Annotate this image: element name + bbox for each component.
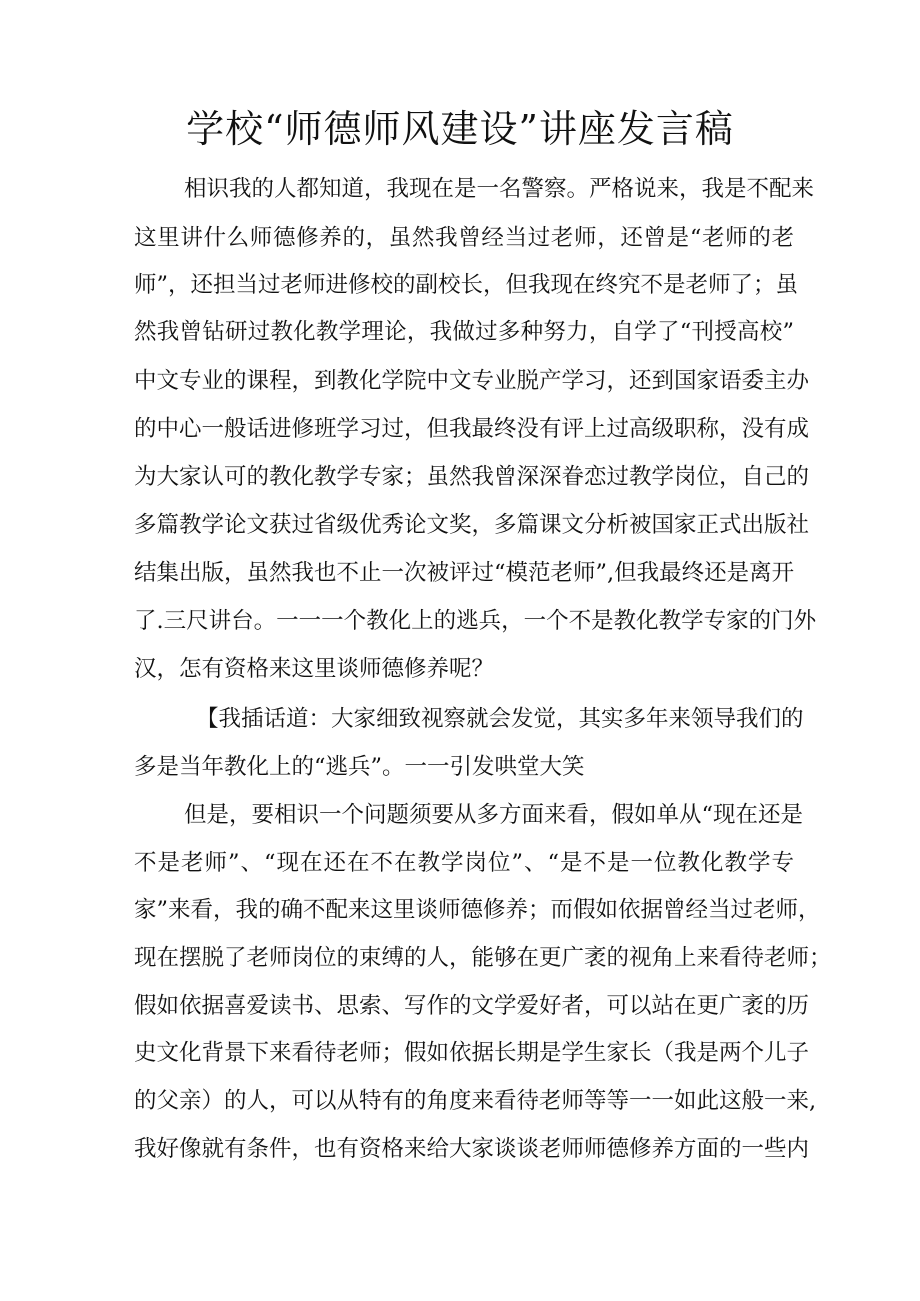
paragraph-3-line-1: 但是，要相识一个问题须要从多方面来看，假如单从“现在还是: [184, 802, 804, 828]
paragraph-3-line-7: 的父亲）的人，可以从特有的角度来看待老师等等一一如此这般一来,: [134, 1088, 817, 1114]
paragraph-1-line-1: 相识我的人都知道，我现在是一名警察。严格说来，我是不配来: [184, 176, 815, 202]
paragraph-2-line-2: 多是当年教化上的“逃兵”。一一引发哄堂大笑: [134, 754, 585, 780]
paragraph-3-line-8: 我好像就有条件，也有资格来给大家谈谈老师师德修养方面的一些内: [134, 1136, 810, 1162]
paragraph-3-line-6: 史文化背景下来看待老师；假如依据长期是学生家长（我是两个儿子: [134, 1040, 810, 1066]
paragraph-3-line-4: 现在摆脱了老师岗位的束缚的人，能够在更广袤的视角上来看待老师；: [134, 945, 832, 971]
paragraph-1-line-9: 结集出版，虽然我也不止一次被评过“模范老师”,但我最终还是离开: [134, 560, 795, 586]
paragraph-1-line-11: 汉，怎有资格来这里谈师德修养呢？: [134, 656, 495, 682]
paragraph-3-line-5: 假如依据喜爱读书、思索、写作的文学爱好者，可以站在更广袤的历: [134, 993, 810, 1019]
paragraph-1-line-3: 师”，还担当过老师进修校的副校长，但我现在终究不是老师了；虽: [134, 272, 799, 298]
paragraph-3-line-3: 家”来看，我的确不配来这里谈师德修养；而假如依据曾经当过老师，: [134, 897, 821, 923]
paragraph-3-line-2: 不是老师”、“现在还在不在教学岗位”、“是不是一位教化教学专: [134, 850, 794, 876]
paragraph-2-line-1: 【我插话道：大家细致视察就会发觉，其实多年来领导我们的: [196, 706, 804, 732]
paragraph-1-line-8: 多篇教学论文获过省级优秀论文奖，多篇课文分析被国家正式出版社: [134, 512, 810, 538]
document-title: 学校“师德师风建设”讲座发言稿: [186, 107, 734, 151]
paragraph-1-line-7: 为大家认可的教化教学专家；虽然我曾深深眷恋过教学岗位，自己的: [134, 464, 810, 490]
paragraph-1-line-4: 然我曾钻研过教化教学理论，我做过多种努力，自学了“刊授高校”: [134, 319, 794, 345]
paragraph-1-line-10: 了.三尺讲台。一一一个教化上的逃兵，一个不是教化教学专家的门外: [134, 608, 817, 634]
paragraph-1-line-2: 这里讲什么师德修养的，虽然我曾经当过老师，还曾是“老师的老: [134, 225, 794, 251]
paragraph-1-line-6: 的中心一般话进修班学习过，但我最终没有评上过高级职称，没有成: [134, 416, 810, 442]
paragraph-1-line-5: 中文专业的课程，到教化学院中文专业脱产学习，还到国家语委主办: [134, 368, 810, 394]
